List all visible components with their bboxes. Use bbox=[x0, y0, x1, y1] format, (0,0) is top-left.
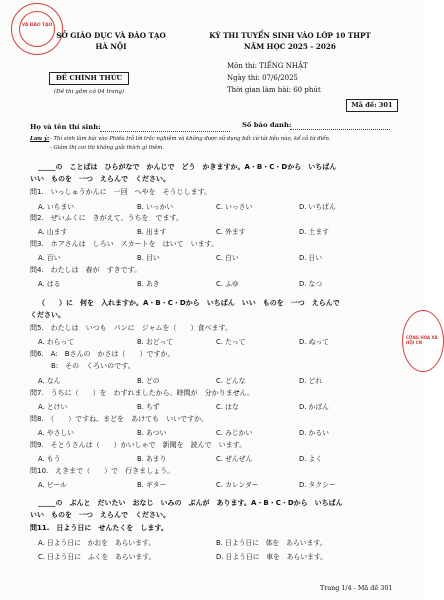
question-11: 問11. 日よう日に せんたくを します。 bbox=[30, 524, 168, 532]
page-footer: Trang 1/4 - Mã đề 301 bbox=[320, 584, 393, 592]
section-3-instruction: _____の ぶんと だいたい おなじ いみの ぶんが あります。A・B・C・Dから いちばん bbox=[38, 499, 343, 507]
q11-option-a[interactable]: A. 日よう日に かおを あらいます。 bbox=[38, 539, 156, 547]
q7-option-b[interactable]: B. ちず bbox=[137, 403, 160, 411]
side-seal-stamp bbox=[402, 310, 444, 372]
q11-option-c[interactable]: C. 日よう日に ふくを あらいます。 bbox=[38, 553, 156, 561]
q3-option-c[interactable]: C. 白い bbox=[216, 254, 239, 262]
q6-option-a[interactable]: A. なん bbox=[38, 377, 61, 385]
q9-option-d[interactable]: D. よく bbox=[299, 455, 323, 463]
question-2: 問2. ぜいふくに きがえて、うちを でます。 bbox=[30, 214, 183, 222]
q10-option-c[interactable]: C. カレンダー bbox=[216, 481, 259, 489]
question-3: 問3. ホアさんは しろい スカートを はいて います。 bbox=[30, 240, 219, 248]
exam-title: KỲ THI TUYỂN SINH VÀO LỚP 10 THPT bbox=[209, 31, 371, 40]
notes-line-2: - Giám thị coi thi không giải thích gì thêm. bbox=[50, 145, 164, 151]
q3-option-a[interactable]: A. 百い bbox=[38, 254, 61, 262]
question-7: 問7. うちに（ ）を わすれましたから、時間が 分かりません。 bbox=[30, 389, 255, 397]
q5-option-d[interactable]: D. ぬって bbox=[299, 338, 329, 346]
section-2-instruction-cont: ください。 bbox=[30, 311, 65, 319]
q7-option-c[interactable]: C. はな bbox=[216, 403, 239, 411]
section-1-instruction-cont: いい ものを 一つ えらんで ください。 bbox=[30, 175, 170, 183]
department-name: SỞ GIÁO DỤC VÀ ĐÀO TẠO bbox=[56, 31, 166, 40]
exam-duration: Thời gian làm bài: 60 phút bbox=[227, 86, 321, 94]
q8-option-c[interactable]: C. みじかい bbox=[216, 429, 253, 437]
q6-option-b[interactable]: B. どの bbox=[137, 377, 160, 385]
question-1: 問1. いっしゅうかんに 一回 へやを そうじします。 bbox=[30, 188, 212, 196]
question-6-cont: B: その くろいのです。 bbox=[30, 362, 135, 370]
q1-option-a[interactable]: A. いちまい bbox=[38, 203, 75, 211]
q4-option-d[interactable]: D. なつ bbox=[299, 280, 323, 288]
q5-option-b[interactable]: B. おどって bbox=[137, 338, 174, 346]
candidate-name-label: Họ và tên thí sinh: bbox=[30, 123, 101, 131]
q3-option-d[interactable]: D. 日い bbox=[299, 254, 323, 262]
q10-option-a[interactable]: A. ビール bbox=[38, 481, 67, 489]
candidate-id-label: Số báo danh: bbox=[242, 121, 292, 129]
q2-option-b[interactable]: B. 出ます bbox=[137, 228, 167, 236]
q1-option-b[interactable]: B. いっかい bbox=[137, 203, 174, 211]
question-10: 問10. えきまで（ ）で 行きましょう。 bbox=[30, 467, 175, 475]
q6-option-c[interactable]: C. どんな bbox=[216, 377, 246, 385]
question-5: 問5. わたしは いつも パンに ジャムを（ ）食べます。 bbox=[30, 324, 232, 332]
q11-option-d[interactable]: D. 日よう日に 車を あらいます。 bbox=[216, 553, 327, 561]
notes-prefix: Lưu ý: bbox=[30, 136, 50, 142]
q10-option-d[interactable]: D. タクシー bbox=[299, 481, 336, 489]
q4-option-a[interactable]: A. はる bbox=[38, 280, 61, 288]
q10-option-b[interactable]: B. ギター bbox=[137, 481, 167, 489]
exam-code: Mã đề: 301 bbox=[351, 101, 393, 109]
question-6: 問6. A: Bさんの かさは（ ）ですか。 bbox=[30, 350, 175, 358]
section-1-instruction: _____の ことばは ひらがなで かんじで どう かきますか。A・B・C・Dから いちばん bbox=[38, 163, 337, 171]
q11-option-b[interactable]: B. 日よう日に 体を あらいます。 bbox=[216, 539, 327, 547]
q8-option-b[interactable]: B. あつい bbox=[137, 429, 167, 437]
candidate-name-line[interactable] bbox=[100, 131, 230, 132]
q2-option-a[interactable]: A. 山ます bbox=[38, 228, 68, 236]
q8-option-a[interactable]: A. やさしい bbox=[38, 429, 75, 437]
notes-line-1: - Thí sinh làm bài vào Phiếu trả lời trắc nghiệm và không được sử dụng bất cứ tài liệu nào, kể cả từ điển. bbox=[50, 136, 331, 142]
subject: Môn thi: TIẾNG NHẬT bbox=[227, 62, 308, 70]
question-8: 問8. （ ）ですね。まどを あけても いいですか。 bbox=[30, 415, 209, 423]
department-city: HÀ NỘI bbox=[95, 42, 127, 51]
candidate-id-line[interactable] bbox=[290, 129, 390, 130]
q2-option-d[interactable]: D. 土ます bbox=[299, 228, 329, 236]
q5-option-a[interactable]: A. わらって bbox=[38, 338, 75, 346]
q7-option-a[interactable]: A. とけい bbox=[38, 403, 68, 411]
question-4: 問4. わたしは 春が すきです。 bbox=[30, 266, 142, 274]
seal-text: VÀ ĐÀO TẠO bbox=[21, 23, 53, 28]
q4-option-b[interactable]: B. あき bbox=[137, 280, 160, 288]
q1-option-c[interactable]: C. いっさい bbox=[216, 203, 253, 211]
official-label: ĐỀ CHÍNH THỨC bbox=[55, 74, 123, 82]
section-3-instruction-cont: いい ものを 一つ えらんで ください。 bbox=[30, 511, 170, 519]
q8-option-d[interactable]: D. かるい bbox=[299, 429, 329, 437]
q7-option-d[interactable]: D. かばん bbox=[299, 403, 329, 411]
side-seal-text: CỘNG HÒA XÃ HỘI CN bbox=[406, 335, 438, 345]
q9-option-b[interactable]: B. あまり bbox=[137, 455, 167, 463]
section-2-instruction: （ ）に 何を 入れますか。A・B・C・Dから いちばん いい ものを 一つ えらんで bbox=[38, 299, 340, 307]
q2-option-c[interactable]: C. 外ます bbox=[216, 228, 246, 236]
question-9: 問9. そとうさんは（ ）かいしゃで 新聞を 読んで います。 bbox=[30, 441, 247, 449]
pages-note: (Đề thi gồm có 04 trang) bbox=[53, 89, 125, 95]
q3-option-b[interactable]: B. 目い bbox=[137, 254, 160, 262]
q9-option-a[interactable]: A. もう bbox=[38, 455, 61, 463]
q6-option-d[interactable]: D. どれ bbox=[299, 377, 323, 385]
q4-option-c[interactable]: C. ふゆ bbox=[216, 280, 239, 288]
q1-option-d[interactable]: D. いちばん bbox=[299, 203, 336, 211]
exam-date: Ngày thi: 07/6/2025 bbox=[227, 74, 298, 82]
q5-option-c[interactable]: C. たって bbox=[216, 338, 246, 346]
school-year: NĂM HỌC 2025 - 2026 bbox=[244, 42, 336, 51]
q9-option-c[interactable]: C. ぜんぜん bbox=[216, 455, 253, 463]
